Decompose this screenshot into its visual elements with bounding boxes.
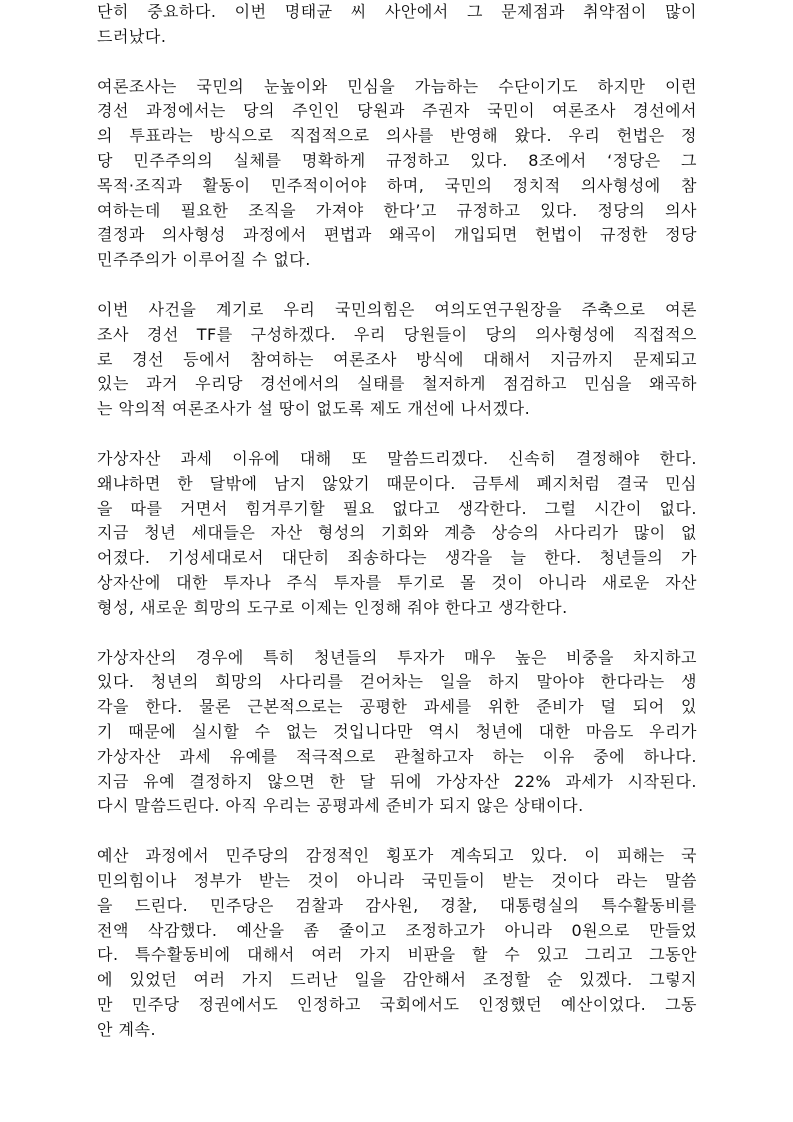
text-line: 형성, 새로운 희망의 도구로 이제는 인정해 줘야 한다고 생각한다. <box>97 597 568 617</box>
text-line: 에 있었던 여러 가지 드러난 일을 감안해서 조정할 순 있겠다. 그렇지 <box>97 970 697 990</box>
text-line: 만 민주당 정권에서도 인정하고 국회에서도 인정했던 예산이었다. 그동 <box>97 994 697 1014</box>
paragraph-2 <box>97 75 697 273</box>
text-line: 가상자산 과세 이유에 대해 또 말씀드리겠다. 신속히 결정해야 한다. <box>97 448 697 468</box>
paragraph-4 <box>97 447 697 621</box>
text-line: 는 악의적 여론조사가 설 땅이 없도록 제도 개선에 나서겠다. <box>97 399 531 419</box>
text-line: 있다. 청년의 희망의 사다리를 걷어차는 일을 하지 말아야 한다라는 생 <box>97 672 697 692</box>
text-line: 지금 유예 결정하지 않으면 한 달 뒤에 가상자산 22% 과세가 시작된다. <box>97 771 697 791</box>
text-line: 지금 청년 세대들은 자산 형성의 기회와 계층 상승의 사다리가 많이 없 <box>97 523 697 543</box>
text-line: 로 경선 등에서 참여하는 여론조사 방식에 대해서 지금까지 문제되고 <box>97 349 697 369</box>
text-line: 안 계속. <box>97 1019 157 1039</box>
text-line: 드러났다. <box>97 26 167 46</box>
text-line: 조사 경선 TF를 구성하겠다. 우리 당원들이 당의 의사형성에 직접적으 <box>97 324 697 344</box>
text-line: 결정과 의사형성 과정에서 편법과 왜곡이 개입되면 헌법이 규정한 정당 <box>97 225 697 245</box>
document-page <box>97 0 697 1067</box>
text-line: 민의힘이나 정부가 받는 것이 아니라 국민들이 받는 것이다 라는 말씀 <box>97 870 697 890</box>
text-line: 당 민주주의의 실체를 명확하게 규정하고 있다. 8조에서 ‘정당은 그 <box>97 150 697 170</box>
text-line: 있는 과거 우리당 경선에서의 실태를 철저하게 점검하고 민심을 왜곡하 <box>97 374 697 394</box>
text-line: 여하는데 필요한 조직을 가져야 한다’고 규정하고 있다. 정당의 의사 <box>97 200 697 220</box>
text-line: 을 드린다. 민주당은 검찰과 감사원, 경찰, 대통령실의 특수활동비를 <box>97 895 697 915</box>
text-line: 목적·조직과 활동이 민주적이어야 하며, 국민의 정치적 의사형성에 참 <box>97 175 697 195</box>
paragraph-1 <box>97 0 697 50</box>
paragraph-3 <box>97 298 697 422</box>
text-line: 민주주의가 이루어질 수 없다. <box>97 250 311 270</box>
text-line: 전액 삭감했다. 예산을 좀 줄이고 조정하고가 아니라 0원으로 만들었 <box>97 920 697 940</box>
text-line: 각을 한다. 물론 근본적으로는 공평한 과세를 위한 준비가 덜 되어 있 <box>97 697 697 717</box>
text-line: 경선 과정에서는 당의 주인인 당원과 주권자 국민이 여론조사 경선에서 <box>97 101 697 121</box>
text-line: 다. 특수활동비에 대해서 여러 가지 비판을 할 수 있고 그리고 그동안 <box>97 945 697 965</box>
paragraph-5 <box>97 646 697 820</box>
paragraph-6 <box>97 844 697 1042</box>
text-line: 을 따를 거면서 힘겨루기할 필요 없다고 생각한다. 그럴 시간이 없다. <box>97 498 697 518</box>
text-line: 의 투표라는 방식으로 직접적으로 의사를 반영해 왔다. 우리 헌법은 정 <box>97 126 697 146</box>
text-line: 기 때문에 실시할 수 없는 것입니다만 역시 청년에 대한 마음도 우리가 <box>97 721 697 741</box>
text-line: 여론조사는 국민의 눈높이와 민심을 가늠하는 수단이기도 하지만 이런 <box>97 76 697 96</box>
text-line: 가상자산 과세 유예를 적극적으로 관철하고자 하는 이유 중에 하나다. <box>97 746 697 766</box>
text-line: 어졌다. 기성세대로서 대단히 죄송하다는 생각을 늘 한다. 청년들의 가 <box>97 548 697 568</box>
text-line: 예산 과정에서 민주당의 감정적인 횡포가 계속되고 있다. 이 피해는 국 <box>97 846 697 866</box>
text-line: 다시 말씀드린다. 아직 우리는 공평과세 준비가 되지 않은 상태이다. <box>97 796 584 816</box>
text-line: 가상자산의 경우에 특히 청년들의 투자가 매우 높은 비중을 차지하고 <box>97 647 697 667</box>
text-line: 왜냐하면 한 달밖에 남지 않았기 때문이다. 금투세 폐지처럼 결국 민심 <box>97 473 697 493</box>
text-line: 이번 사건을 계기로 우리 국민의힘은 여의도연구원장을 주축으로 여론 <box>97 299 697 319</box>
text-line: 상자산에 대한 투자나 주식 투자를 투기로 몰 것이 아니라 새로운 자산 <box>97 572 697 592</box>
text-line: 단히 중요하다. 이번 명태균 씨 사안에서 그 문제점과 취약점이 많이 <box>97 2 697 21</box>
